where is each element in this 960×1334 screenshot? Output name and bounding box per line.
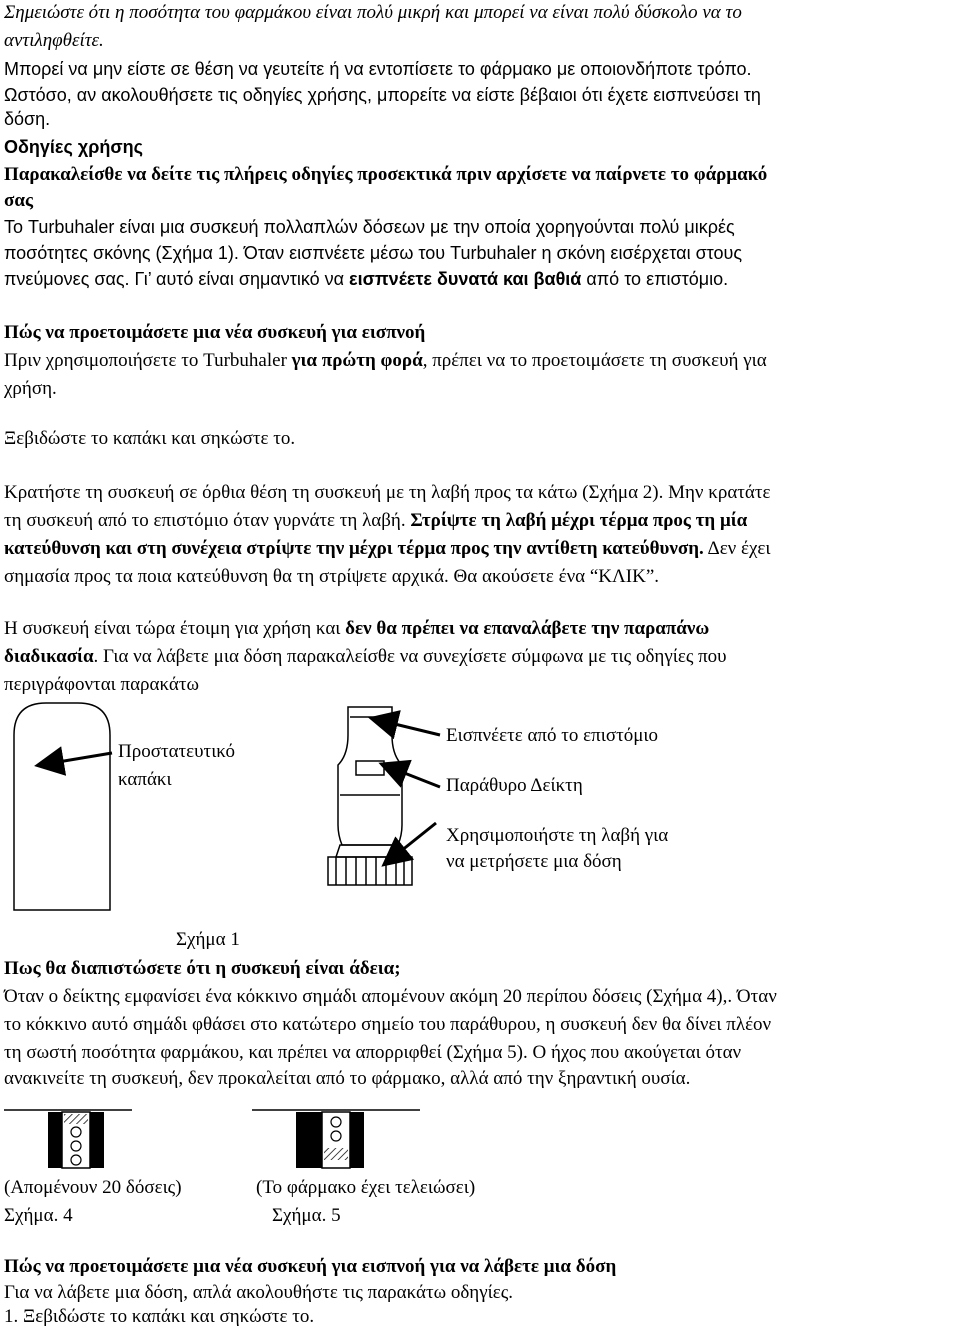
prepare-line-1	[4, 350, 767, 372]
dose-step-1: 1. Ξεβιδώστε το καπάκι και σηκώστε το.	[4, 1306, 315, 1327]
text-run: . Για να λάβετε μια δόση παρακαλείσθε να συνεχίσετε σύμφωνα με τις οδηγίες που	[93, 646, 727, 667]
ready-line-3: περιγράφονται παρακάτω	[4, 674, 199, 695]
prepare-step-1: Ξεβιδώστε το καπάκι και σηκώστε το.	[4, 428, 296, 449]
instructions-p1-line-1: Το Turbuhaler είναι μια συσκευή πολλαπλών δόσεων με την οποία χορηγούνται πολύ μικρές	[4, 217, 735, 237]
hold-line-3	[4, 538, 771, 560]
emphasis-run: για πρώτη φορά	[291, 350, 423, 371]
text-run: από το επιστόμιο.	[581, 269, 729, 289]
label-cap-line-1: Προστατευτικό	[118, 741, 235, 762]
dose-heading: Πώς να προετοιμάσετε μια νέα συσκευή για εισπνοή για να λάβετε μια δόση	[4, 1256, 617, 1277]
emphasis-run: διαδικασία	[4, 646, 94, 667]
figure-1-caption: Σχήμα 1	[176, 929, 240, 950]
intro-line-3: Μπορεί να μην είστε σε θέση να γευτείτε ή να εντοπίσετε το φάρμακο με οποιονδήποτε τρόπο.	[4, 59, 752, 79]
emphasis-run: εισπνέετε δυνατά και βαθιά	[349, 269, 582, 289]
hold-line-4: σημασία προς τα ποια κατεύθυνση θα τη στρίψετε αρχικά. Θα ακούσετε ένα “ΚΛΙΚ”.	[4, 566, 660, 587]
instructions-bold-line-1: Παρακαλείσθε να δείτε τις πλήρεις οδηγίες προσεκτικά πριν αρχίσετε να παίρνετε το φάρμακό	[4, 164, 768, 185]
instructions-p1-line-3	[4, 268, 728, 290]
note-line-2: αντιληφθείτε.	[4, 30, 104, 51]
empty-heading: Πως θα διαπιστώσετε ότι η συσκευή είναι άδεια;	[4, 958, 401, 979]
intro-line-4: Ωστόσο, αν ακολουθήσετε τις οδηγίες χρήσης, μπορείτε να είστε βέβαιοι ότι έχετε εισπνεύσει τη	[4, 85, 761, 105]
text-run: , πρέπει να το προετοιμάσετε τη συσκευή για	[422, 350, 767, 371]
cap-pointer-arrow	[40, 753, 112, 765]
empty-line-1: Όταν ο δείκτης εμφανίσει ένα κόκκινο σημάδι απομένουν ακόμη 20 περίπου δόσεις (Σχήμα 4),. Όταν	[4, 986, 777, 1007]
instructions-bold-line-2: σας	[4, 190, 33, 211]
emphasis-run: κατεύθυνση και στη συνέχεια στρίψτε την μέχρι τέρμα προς την αντίθετη κατεύθυνση.	[4, 538, 704, 559]
hold-line-1: Κρατήστε τη συσκευή σε όρθια θέση τη συσκευή με τη λαβή προς τα κάτω (Σχήμα 2). Μην κρατάτε	[4, 482, 771, 503]
emphasis-run: Στρίψτε τη λαβή μέχρι τέρμα προς τη μία	[410, 510, 748, 531]
text-run: Η συσκευή είναι τώρα έτοιμη για χρήση και	[4, 618, 346, 639]
text-run: Πριν χρησιμοποιήσετε το Turbuhaler	[4, 350, 292, 371]
empty-line-2: το κόκκινο αυτό σημάδι φθάσει στο κατώτερο σημείο του παράθυρου, η συσκευή δεν θα δίνει πλέον	[4, 1014, 772, 1035]
prepare-heading: Πώς να προετοιμάσετε μια νέα συσκευή για εισπνοή	[4, 322, 426, 343]
label-grip-line-2: να μετρήσετε μια δόση	[446, 851, 622, 872]
window-pointer-arrow	[384, 765, 440, 787]
label-grip-line-1: Χρησιμοποιήστε τη λαβή για	[446, 825, 669, 846]
label-cap-line-2: καπάκι	[118, 769, 172, 790]
instructions-p1-line-2: ποσότητες σκόνης (Σχήμα 1). Όταν εισπνέετε μέσω του Turbuhaler η σκόνη εισέρχεται στους	[4, 243, 743, 263]
dose-line-1: Για να λάβετε μια δόση, απλά ακολουθήστε τις παρακάτω οδηγίες.	[4, 1282, 513, 1303]
hold-line-2	[4, 510, 747, 532]
intro-line-5: δόση.	[4, 109, 51, 129]
text-run: τη συσκευή από το επιστόμιο όταν γυρνάτε τη λαβή.	[4, 510, 411, 531]
figure-5-drawing	[252, 1104, 422, 1174]
empty-line-4: ανακινείτε τη συσκευή, δεν προκαλείται από το φάρμακο, αλλά από την ξηραντική ουσία.	[4, 1068, 691, 1089]
label-window: Παράθυρο Δείκτη	[446, 775, 583, 796]
figure-5-caption: Σχήμα. 5	[272, 1205, 341, 1226]
figure-4-drawing	[4, 1104, 134, 1174]
figure-4-caption: Σχήμα. 4	[4, 1205, 73, 1226]
inhaler-body	[328, 707, 412, 885]
text-run: Δεν έχει	[703, 538, 771, 559]
empty-line-3: τη σωστή ποσότητα φαρμάκου, και πρέπει να απορριφθεί (Σχήμα 5). Ο ήχος που ακούγεται όταν	[4, 1042, 742, 1063]
figure-5-label: (Το φάρμακο έχει τελειώσει)	[256, 1177, 476, 1198]
mouthpiece-pointer-arrow	[374, 719, 440, 735]
note-line-1: Σημειώστε ότι η ποσότητα του φαρμάκου είναι πολύ μικρή και μπορεί να είναι πολύ δύσκολο να το	[4, 2, 742, 23]
label-mouthpiece: Εισπνέετε από το επιστόμιο	[446, 725, 659, 746]
ready-line-1	[4, 618, 709, 640]
emphasis-run: δεν θα πρέπει να επαναλάβετε την παραπάνω	[345, 618, 710, 639]
instructions-heading: Οδηγίες χρήσης	[4, 137, 143, 157]
protective-cap-shape	[14, 703, 110, 910]
prepare-line-2: χρήση.	[4, 378, 57, 399]
figure-4-label: (Απομένουν 20 δόσεις)	[4, 1177, 182, 1198]
text-run: πνεύμονες σας. Γι’ αυτό είναι σημαντικό να	[4, 269, 350, 289]
ready-line-2	[4, 646, 727, 668]
